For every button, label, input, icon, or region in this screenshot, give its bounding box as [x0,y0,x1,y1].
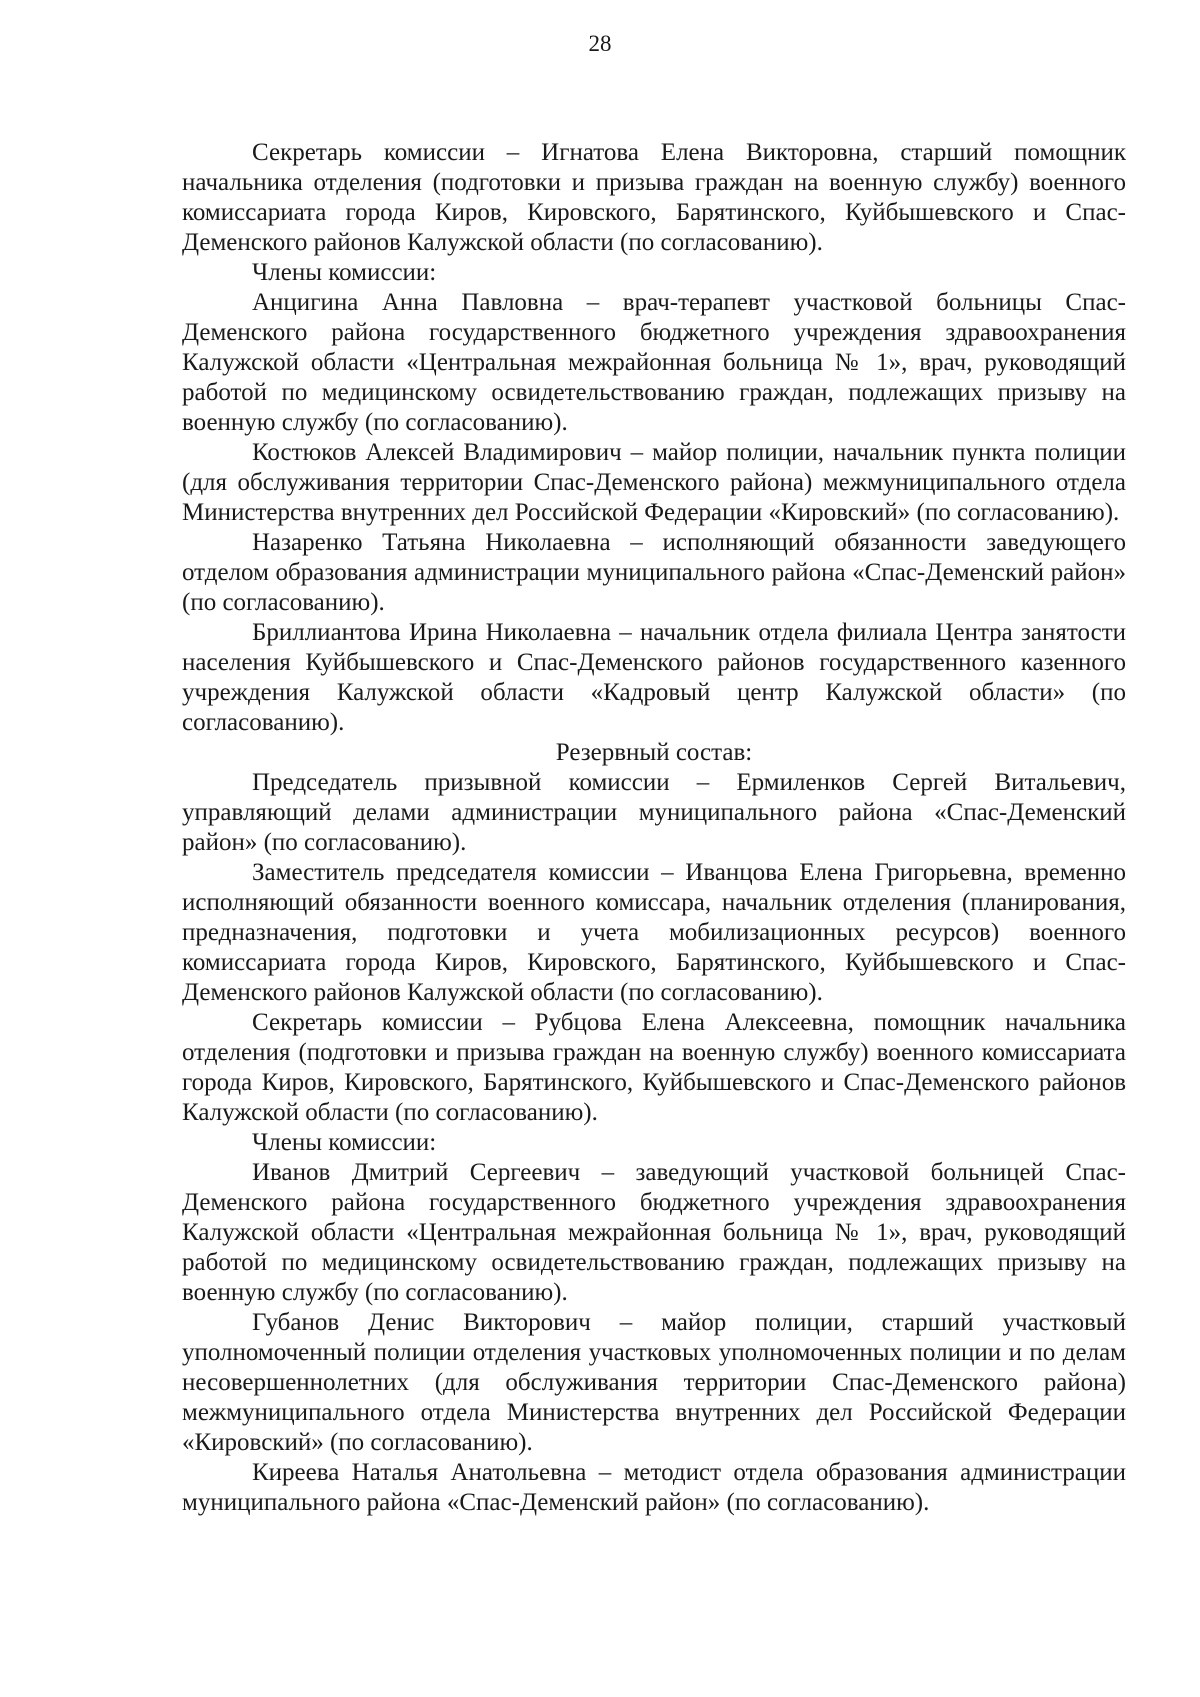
paragraph-reserve-chairman: Председатель призывной комиссии – Ермиленков Сергей Витальевич, управляющий делами администрации муниципального района «Спас-Деменский район» (по согласованию). [182,769,1126,856]
paragraph-reserve-member-kireeva: Киреева Наталья Анатольевна – методист отдела образования администрации муниципального района «Спас-Деменский район» (по согласованию). [182,1459,1126,1516]
paragraph-reserve-deputy: Заместитель председателя комиссии – Иванцова Елена Григорьевна, временно исполняющий обязанности военного комиссара, начальник отделения (планирования, предназначения, подготовки и учета мобилизационных ресурсов) военного комиссариата города Киров, Кировского, Барятинского, Куйбышевского и Спас-Деменского районов Калужской области (по согласованию). [182,859,1126,1006]
paragraph-reserve-member-gubanov: Губанов Денис Викторович – майор полиции, старший участковый уполномоченный полиции отделения участковых уполномоченных полиции и по делам несовершеннолетних (для обслуживания территории Спас-Деменского района) межмуниципального отдела Министерства внутренних дел Российской Федерации «Кировский» (по согласованию). [182,1309,1126,1456]
paragraph-member-antsigina: Анцигина Анна Павловна – врач-терапевт участковой больницы Спас-Деменского района государственного бюджетного учреждения здравоохранения Калужской области «Центральная межрайонная больница № 1», врач, руководящий работой по медицинскому освидетельствованию граждан, подлежащих призыву на военную службу (по согласованию). [182,289,1126,436]
paragraph-member-brilliantova: Бриллиантова Ирина Николаевна – начальник отдела филиала Центра занятости населения Куйбышевского и Спас-Деменского районов государственного казенного учреждения Калужской области «Кадровый центр Калужской области» (по согласованию). [182,619,1126,736]
paragraph-reserve-member-ivanov: Иванов Дмитрий Сергеевич – заведующий участковой больницей Спас-Деменского района государственного бюджетного учреждения здравоохранения Калужской области «Центральная межрайонная больница № 1», врач, руководящий работой по медицинскому освидетельствованию граждан, подлежащих призыву на военную службу (по согласованию). [182,1159,1126,1306]
document-body [182,138,1126,1518]
page-number: 28 [588,31,612,56]
paragraph-member-kostyukov: Костюков Алексей Владимирович – майор полиции, начальник пункта полиции (для обслуживания территории Спас-Деменского района) межмуниципального отдела Министерства внутренних дел Российской Федерации «Кировский» (по согласованию). [182,439,1126,526]
paragraph-secretary: Секретарь комиссии – Игнатова Елена Викторовна, старший помощник начальника отделения (подготовки и призыва граждан на военную службу) военного комиссариата города Киров, Кировского, Барятинского, Куйбышевского и Спас-Деменского районов Калужской области (по согласованию). [182,139,1126,256]
paragraph-members-heading: Члены комиссии: [252,259,437,286]
paragraph-reserve-secretary: Секретарь комиссии – Рубцова Елена Алексеевна, помощник начальника отделения (подготовки и призыва граждан на военную службу) военного комиссариата города Киров, Кировского, Барятинского, Куйбышевского и Спас-Деменского районов Калужской области (по согласованию). [182,1009,1126,1126]
paragraph-member-nazarenko: Назаренко Татьяна Николаевна – исполняющий обязанности заведующего отделом образования администрации муниципального района «Спас-Деменский район» (по согласованию). [182,529,1126,616]
section-heading-reserve: Резервный состав: [555,739,753,766]
paragraph-reserve-members-heading: Члены комиссии: [252,1129,437,1156]
